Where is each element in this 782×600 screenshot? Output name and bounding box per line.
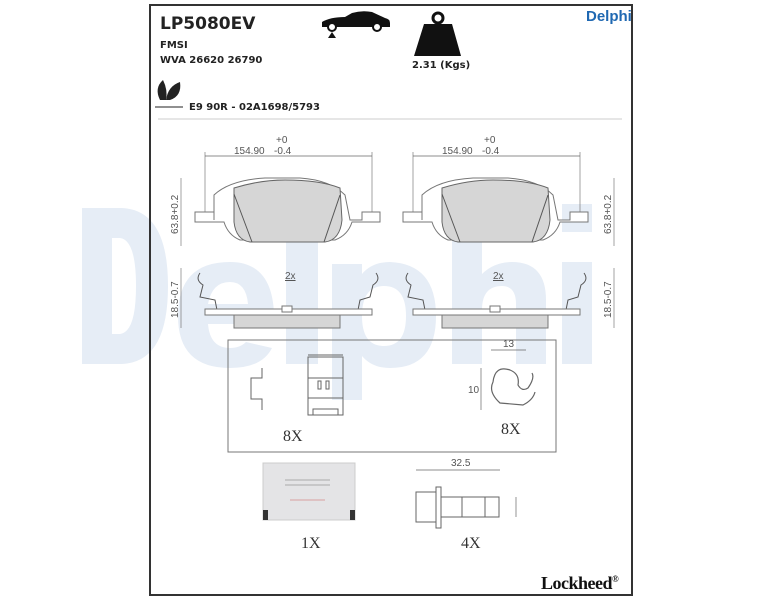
pad-line	[282, 306, 292, 312]
thickness-dim: 18.5-0.7	[603, 281, 614, 318]
pad-view-2	[403, 135, 588, 328]
brake-pad-views	[170, 135, 614, 328]
car-axle-icon	[322, 11, 390, 38]
springs-quantity: 8X	[501, 421, 521, 438]
height-dim: 63.8+0.2	[170, 194, 181, 234]
bolt-length-dim: 32.5	[451, 458, 471, 469]
grease-quantity: 1X	[301, 535, 321, 552]
clip-width-dim: 13	[503, 339, 515, 350]
pad-line	[442, 180, 550, 242]
pad-line	[490, 306, 500, 312]
lockheed-logo	[541, 573, 618, 594]
width-tol-minus: -0.4	[482, 146, 500, 157]
clips-quantity: 8X	[283, 428, 303, 445]
spring-drawing	[481, 350, 535, 410]
pad-line	[234, 315, 340, 328]
registered-mark: ®	[612, 574, 619, 584]
width-tol-plus: +0	[484, 135, 496, 146]
clip-height-dim: 10	[468, 385, 480, 396]
bolt-drawing	[416, 470, 516, 528]
pad-side-dims-1	[170, 178, 181, 328]
pad-side-dims-2	[603, 178, 614, 328]
wva-number: WVA 26620 26790	[160, 55, 263, 66]
clip-count: 2x	[285, 271, 296, 282]
pad-line	[234, 180, 342, 242]
eco-leaf-icon	[155, 80, 183, 107]
clip-drawing	[251, 355, 343, 415]
part-number: LP5080EV	[160, 14, 256, 34]
bolts-quantity: 4X	[461, 535, 481, 552]
brand-logo: Delphi	[586, 8, 632, 25]
width-tol-plus: +0	[276, 135, 288, 146]
grease-sachet-image	[263, 463, 355, 520]
width-dim: 154.90	[442, 146, 473, 157]
fmsi-label: FMSI	[160, 40, 188, 51]
weight-icon	[414, 13, 461, 56]
pad-line	[442, 315, 548, 328]
clip-count: 2x	[493, 271, 504, 282]
approval-number: E9 90R - 02A1698/5793	[189, 102, 320, 113]
width-dim: 154.90	[234, 146, 265, 157]
lockheed-text: Lockheed	[541, 573, 613, 593]
thickness-dim: 18.5-0.7	[170, 281, 181, 318]
pad-view-1	[195, 135, 380, 328]
height-dim: 63.8+0.2	[603, 194, 614, 234]
weight-value: 2.31 (Kgs)	[412, 60, 471, 71]
width-tol-minus: -0.4	[274, 146, 292, 157]
